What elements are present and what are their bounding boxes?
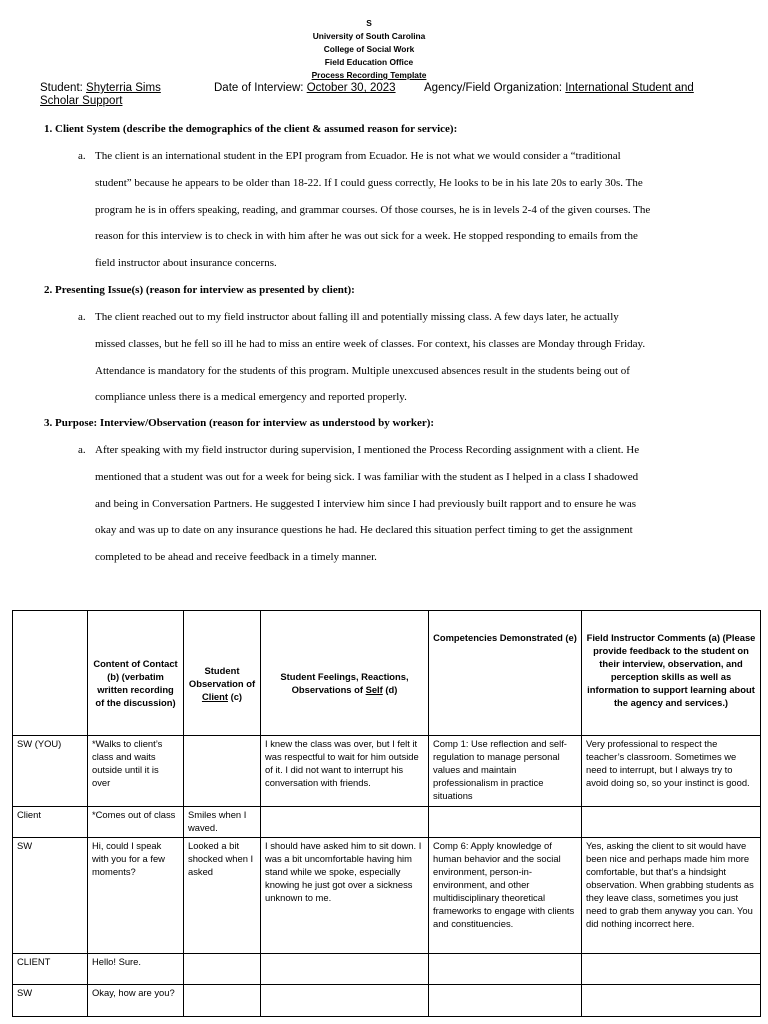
section-title — [40, 122, 730, 136]
content-cell: *Walks to client’s class and waits outside until it is over — [88, 736, 184, 807]
speaker-header — [13, 611, 88, 736]
observation-cell — [184, 954, 261, 985]
content-header: Content of Contact (b) (verbatim written recording of the discussion) — [88, 611, 184, 736]
section-number: 2. — [44, 284, 53, 296]
section-heading: Purpose: Interview/Observation (reason for interview as understood by worker): — [55, 417, 435, 429]
feelings-header: Student Feelings, Reactions, Observations of Self (d) — [261, 611, 429, 736]
student-label: Student: — [40, 82, 83, 94]
speaker-cell: SW — [13, 838, 88, 954]
table-row — [13, 954, 761, 985]
content-cell: Okay, how are you? — [88, 985, 184, 1017]
interview-meta — [40, 82, 740, 112]
body-line: After speaking with my field instructor during supervision, I mentioned the Process Recording assignment with a client. He — [95, 444, 640, 456]
body-line: compliance unless there is a medical emergency and reported properly. — [95, 391, 407, 404]
body-line: missed classes, but he fell so ill he had to miss an entire week of classes. For context, his classes are Monday through Friday. — [95, 337, 646, 350]
comment-cell — [582, 807, 761, 838]
body-line: The client is an international student in the EPI program from Ecuador. He is not what we would consider a “traditional — [95, 150, 621, 162]
body-line: program he is in offers speaking, reading, and grammar courses. Of those courses, he is in levels 2-4 of the given courses. The — [95, 203, 651, 216]
header-mark: S — [366, 18, 372, 28]
content-cell: Hi, could I speak with you for a few moments? — [88, 838, 184, 954]
observation-header: Student Observation of Client (c) — [184, 611, 261, 736]
section-heading: Client System (describe the demographics of the client & assumed reason for service): — [55, 123, 458, 135]
speaker-cell: SW — [13, 985, 88, 1017]
content-cell: Hello! Sure. — [88, 954, 184, 985]
feelings-cell — [261, 954, 429, 985]
section-body — [78, 437, 730, 571]
list-letter: a. — [78, 311, 86, 323]
table-row — [13, 838, 761, 954]
content-cell: *Comes out of class — [88, 807, 184, 838]
body-line: okay and was up to date on any insurance questions he had. He declared this situation perfect timing to get the assignment — [95, 524, 633, 537]
date-label: Date of Interview: — [214, 82, 304, 94]
section-number: 3. — [44, 417, 53, 429]
section-purpose — [40, 416, 730, 571]
office-name: Field Education Office — [324, 57, 414, 67]
date-field — [214, 82, 396, 95]
feelings-cell — [261, 807, 429, 838]
list-letter: a. — [78, 444, 86, 456]
comment-cell — [582, 985, 761, 1017]
comment-cell — [582, 954, 761, 985]
body-line: Attendance is mandatory for the students of this program. Multiple unexcused absences result in the students being out of — [95, 364, 630, 377]
student-field — [40, 82, 161, 95]
body-line: field instructor about insurance concerns. — [95, 257, 277, 270]
section-presenting-issue — [40, 283, 730, 411]
competency-cell — [429, 954, 582, 985]
competency-cell: Comp 6: Apply knowledge of human behavior and the social environment, person-in-environment, and other multidisciplinary theoretical frameworks to engage with clients and constituencies. — [429, 838, 582, 954]
speaker-cell: SW (YOU) — [13, 736, 88, 807]
section-title — [40, 416, 730, 430]
university-name: University of South Carolina — [312, 31, 426, 41]
body-line: completed to be ahead and receive feedback in a timely manner. — [95, 551, 377, 564]
competency-cell — [429, 985, 582, 1017]
section-client-system — [40, 122, 730, 277]
feelings-cell — [261, 985, 429, 1017]
table-header-row — [13, 611, 761, 736]
competency-cell: Comp 1: Use reflection and self-regulation to manage personal values and maintain professionalism in practice situations — [429, 736, 582, 807]
speaker-cell: Client — [13, 807, 88, 838]
feelings-cell: I knew the class was over, but I felt it was respectful to wait for him outside of it. I did not want to interrupt his conversation with friends. — [261, 736, 429, 807]
competency-cell — [429, 807, 582, 838]
body-line: mentioned that a student was out for a week for being sick. I was familiar with the student as I helped in a class I shadowed — [95, 470, 639, 483]
speaker-cell: CLIENT — [13, 954, 88, 985]
list-letter: a. — [78, 150, 86, 162]
section-body — [78, 304, 730, 411]
body-line: student” because he appears to be older than 18-22. If I could guess correctly, He looks to be in his late 20s to early 30s. The — [95, 176, 643, 189]
competencies-header: Competencies Demonstrated (e) — [429, 611, 582, 736]
agency-value: International Student and — [565, 82, 694, 94]
comments-header: Field Instructor Comments (a) (Please provide feedback to the student on their interview, observation, and perception skills as well as information to support learning about the agency and services.) — [582, 611, 761, 736]
agency-label: Agency/Field Organization: — [424, 82, 563, 94]
feelings-cell: I should have asked him to sit down. I was a bit uncomfortable having him stand while we spoke, especially knowing he just got over a sickness unknown to me. — [261, 838, 429, 954]
section-body — [78, 143, 730, 277]
template-title: Process Recording Template — [311, 70, 427, 80]
section-title — [40, 283, 730, 297]
observation-cell: Smiles when I waved. — [184, 807, 261, 838]
date-value: October 30, 2023 — [306, 82, 396, 94]
comment-cell: Very professional to respect the teacher’s classroom. Sometimes we need to interrupt, but I always try to avoid doing so, so your instinct is good. — [582, 736, 761, 807]
table-row — [13, 736, 761, 807]
section-number: 1. — [44, 123, 53, 135]
agency-value-line2: Scholar Support — [40, 95, 123, 107]
table-row — [13, 807, 761, 838]
observation-cell — [184, 736, 261, 807]
body-line: reason for this interview is to check in with him after he was out sick for a week. He stopped responding to emails from the — [95, 230, 638, 243]
agency-field — [424, 82, 694, 95]
table-row — [13, 985, 761, 1017]
body-line: The client reached out to my field instructor about falling ill and potentially missing class. A few days later, he actually — [95, 311, 619, 323]
section-heading: Presenting Issue(s) (reason for interview as presented by client): — [55, 284, 355, 296]
body-line: and being in Conversation Partners. He suggested I interview him since I had previously built rapport and to ensure he was — [95, 497, 637, 510]
college-name: College of Social Work — [323, 44, 415, 54]
observation-cell — [184, 985, 261, 1017]
observation-cell: Looked a bit shocked when I asked — [184, 838, 261, 954]
student-name: Shyterria Sims — [86, 82, 161, 94]
comment-cell: Yes, asking the client to sit would have been nice and perhaps made him more comfortable, but that’s a hindsight observation. When grabbing students as they leave class, sometimes you just need to grab them anyway you can. You did nothing incorrect here. — [582, 838, 761, 954]
process-recording-table — [12, 610, 761, 1017]
